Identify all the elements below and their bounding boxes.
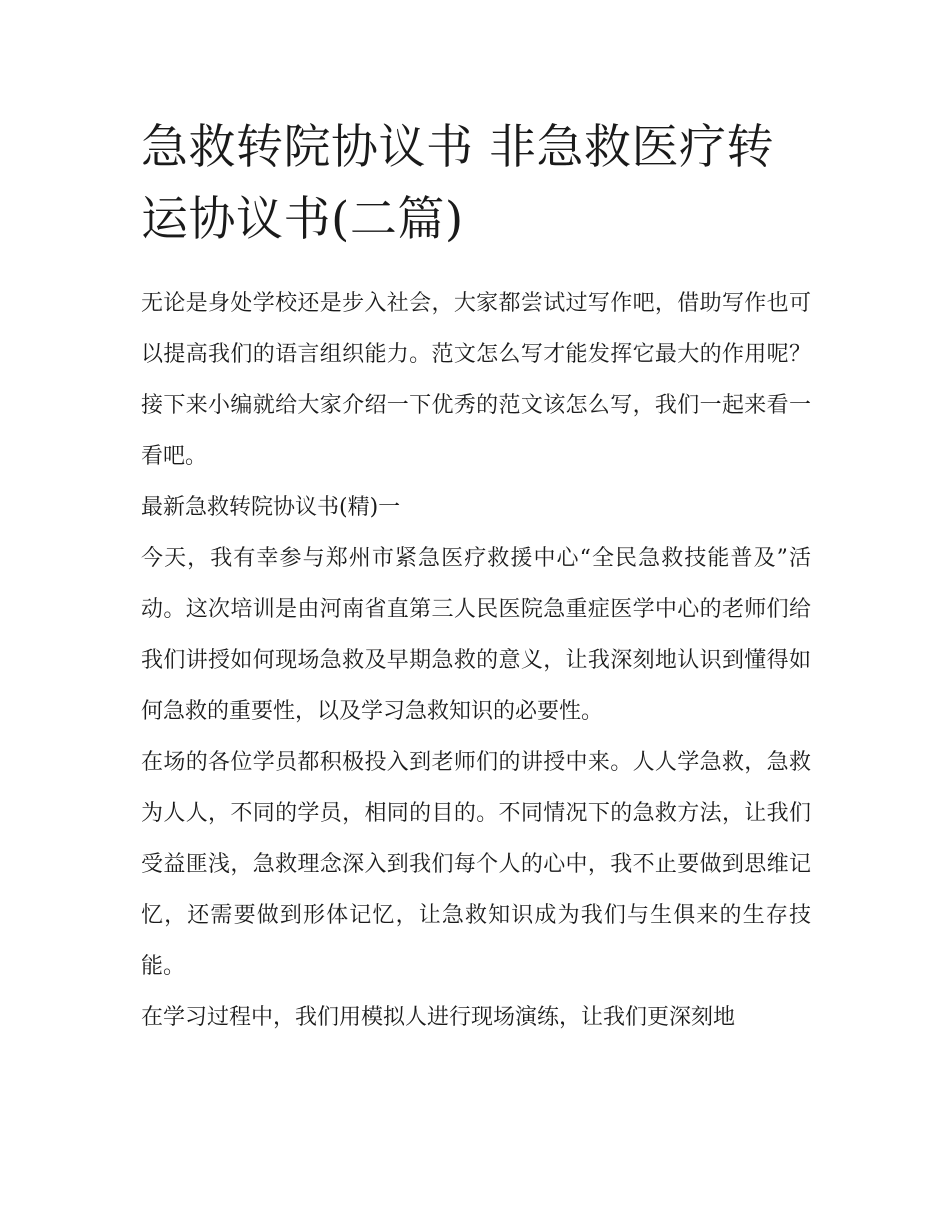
document-title: 急救转院协议书 非急救医疗转运协议书(二篇) <box>141 120 774 247</box>
paragraph: 在场的各位学员都积极投入到老师们的讲授中来。人人学急救，急救为人人，不同的学员，相同的目的。不同情况下的急救方法，让我们受益匪浅，急救理念深入到我们每个人的心中，我不止要做到思维记忆，还需要做到形体记忆，让急救知识成为我们与生俱来的生存技能。 <box>141 750 811 979</box>
document-body <box>141 278 811 1043</box>
document-page <box>141 112 811 1043</box>
paragraph: 今天，我有幸参与郑州市紧急医疗救援中心“全民急救技能普及”活动。这次培训是由河南省直第三人民医院急重症医学中心的老师们给我们讲授如何现场急救及早期急救的意义，让我深刻地认识到懂得如何急救的重要性，以及学习急救知识的必要性。 <box>141 546 811 724</box>
section-heading: 最新急救转院协议书(精)一 <box>141 495 401 520</box>
paragraph-intro: 无论是身处学校还是步入社会，大家都尝试过写作吧，借助写作也可以提高我们的语言组织能力。范文怎么写才能发挥它最大的作用呢？接下来小编就给大家介绍一下优秀的范文该怎么写，我们一起来看一看吧。 <box>141 291 811 469</box>
paragraph: 在学习过程中，我们用模拟人进行现场演练，让我们更深刻地 <box>141 1005 736 1030</box>
